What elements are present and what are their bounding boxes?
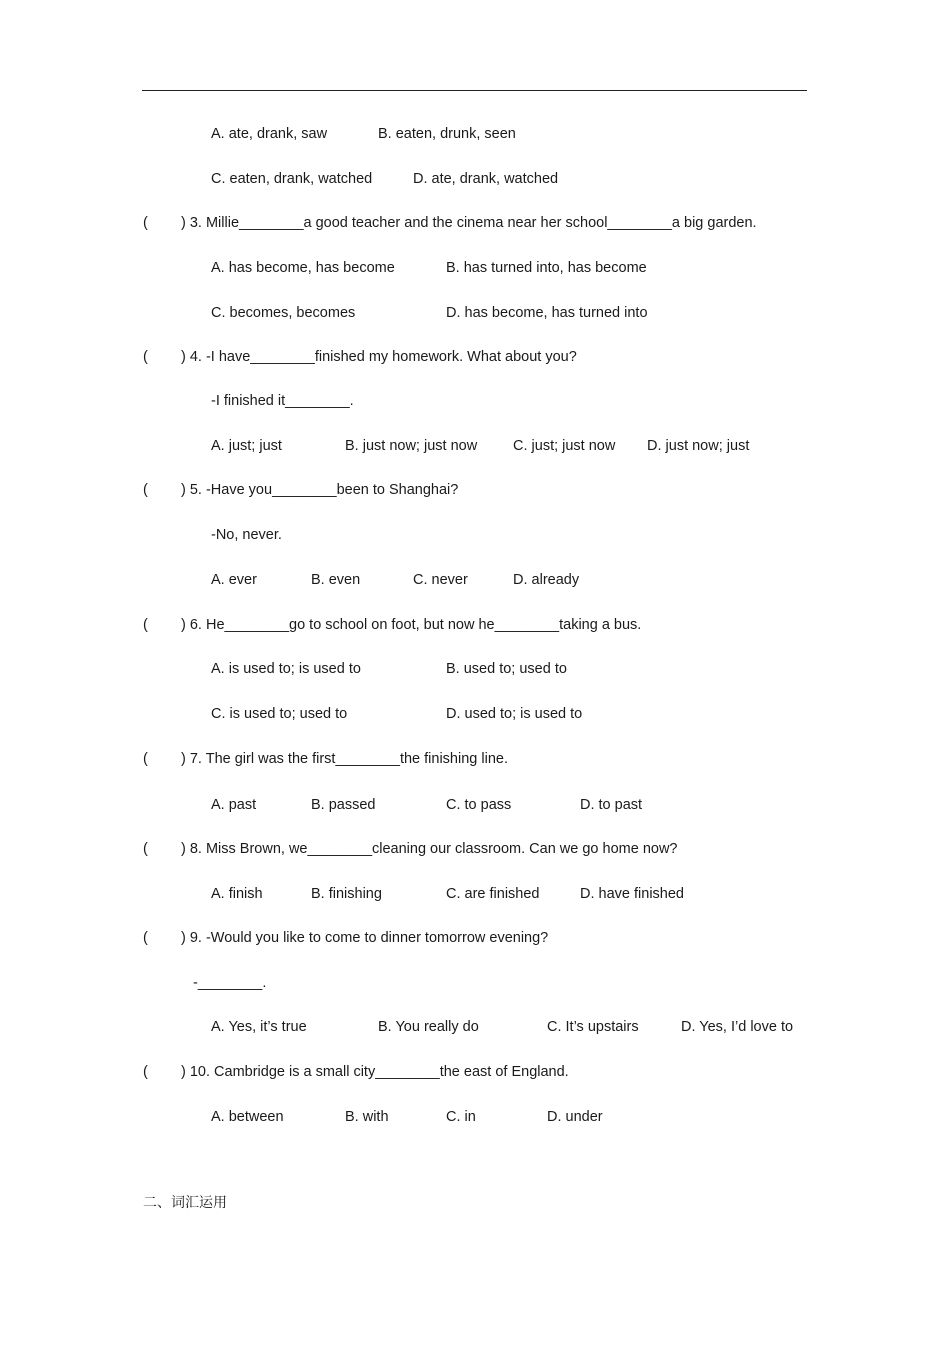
q10-option-c: C. in xyxy=(446,1109,476,1125)
q5-option-d: D. already xyxy=(513,572,580,588)
q7-option-a: A. past xyxy=(211,797,257,813)
q3-stem: ) 3. Millie________a good teacher and the cinema near her school________a big garden. xyxy=(181,215,757,231)
q5-dialogue-line: -No, never. xyxy=(211,527,282,543)
q6-option-d: D. used to; is used to xyxy=(446,706,583,722)
q10-option-a: A. between xyxy=(211,1109,284,1125)
q4-option-c: C. just; just now xyxy=(513,438,616,454)
q4-dialogue-line: -I finished it________. xyxy=(211,393,354,409)
q3-answer-paren: ( xyxy=(143,215,148,231)
q6-option-b: B. used to; used to xyxy=(446,661,567,677)
q7-option-c: C. to pass xyxy=(446,797,512,813)
q8-option-b: B. finishing xyxy=(311,886,382,902)
q4-stem: ) 4. -I have________finished my homework. What about you? xyxy=(181,349,577,365)
q9-option-d: D. Yes, I’d love to xyxy=(681,1019,794,1035)
q2-option-c: C. eaten, drank, watched xyxy=(211,171,373,187)
q10-option-b: B. with xyxy=(345,1109,389,1125)
q3-option-d: D. has become, has turned into xyxy=(446,305,648,321)
q7-stem: ) 7. The girl was the first________the finishing line. xyxy=(181,751,508,767)
q3-option-a: A. has become, has become xyxy=(211,260,395,276)
q6-answer-paren: ( xyxy=(143,617,148,633)
q9-dialogue-line: -________. xyxy=(193,975,267,991)
q5-answer-paren: ( xyxy=(143,482,148,498)
q3-option-b: B. has turned into, has become xyxy=(446,260,647,276)
q7-option-b: B. passed xyxy=(311,797,376,813)
q6-stem: ) 6. He________go to school on foot, but now he________taking a bus. xyxy=(181,617,642,633)
q7-option-d: D. to past xyxy=(580,797,643,813)
q5-stem: ) 5. -Have you________been to Shanghai? xyxy=(181,482,459,498)
q5-option-b: B. even xyxy=(311,572,361,588)
q9-stem: ) 9. -Would you like to come to dinner tomorrow evening? xyxy=(181,930,549,946)
q8-stem: ) 8. Miss Brown, we________cleaning our classroom. Can we go home now? xyxy=(181,841,678,857)
q4-option-b: B. just now; just now xyxy=(345,438,478,454)
header-rule xyxy=(142,90,807,91)
section-heading-vocabulary: 二、词汇运用 xyxy=(143,1195,227,1211)
q10-option-d: D. under xyxy=(547,1109,603,1125)
q5-option-c: C. never xyxy=(413,572,468,588)
q2-option-b: B. eaten, drunk, seen xyxy=(378,126,516,142)
q9-option-b: B. You really do xyxy=(378,1019,479,1035)
q3-option-c: C. becomes, becomes xyxy=(211,305,356,321)
q8-option-c: C. are finished xyxy=(446,886,540,902)
q2-option-d: D. ate, drank, watched xyxy=(413,171,559,187)
q7-answer-paren: ( xyxy=(143,751,148,767)
q8-option-a: A. finish xyxy=(211,886,263,902)
q8-answer-paren: ( xyxy=(143,841,148,857)
q9-option-a: A. Yes, it’s true xyxy=(211,1019,307,1035)
q4-option-d: D. just now; just xyxy=(647,438,750,454)
q10-answer-paren: ( xyxy=(143,1064,148,1080)
q4-option-a: A. just; just xyxy=(211,438,282,454)
q6-option-c: C. is used to; used to xyxy=(211,706,348,722)
q4-answer-paren: ( xyxy=(143,349,148,365)
q2-option-a: A. ate, drank, saw xyxy=(211,126,328,142)
q10-stem: ) 10. Cambridge is a small city________the east of England. xyxy=(181,1064,569,1080)
q6-option-a: A. is used to; is used to xyxy=(211,661,361,677)
q5-option-a: A. ever xyxy=(211,572,257,588)
q9-answer-paren: ( xyxy=(143,930,148,946)
q8-option-d: D. have finished xyxy=(580,886,684,902)
q9-option-c: C. It’s upstairs xyxy=(547,1019,639,1035)
